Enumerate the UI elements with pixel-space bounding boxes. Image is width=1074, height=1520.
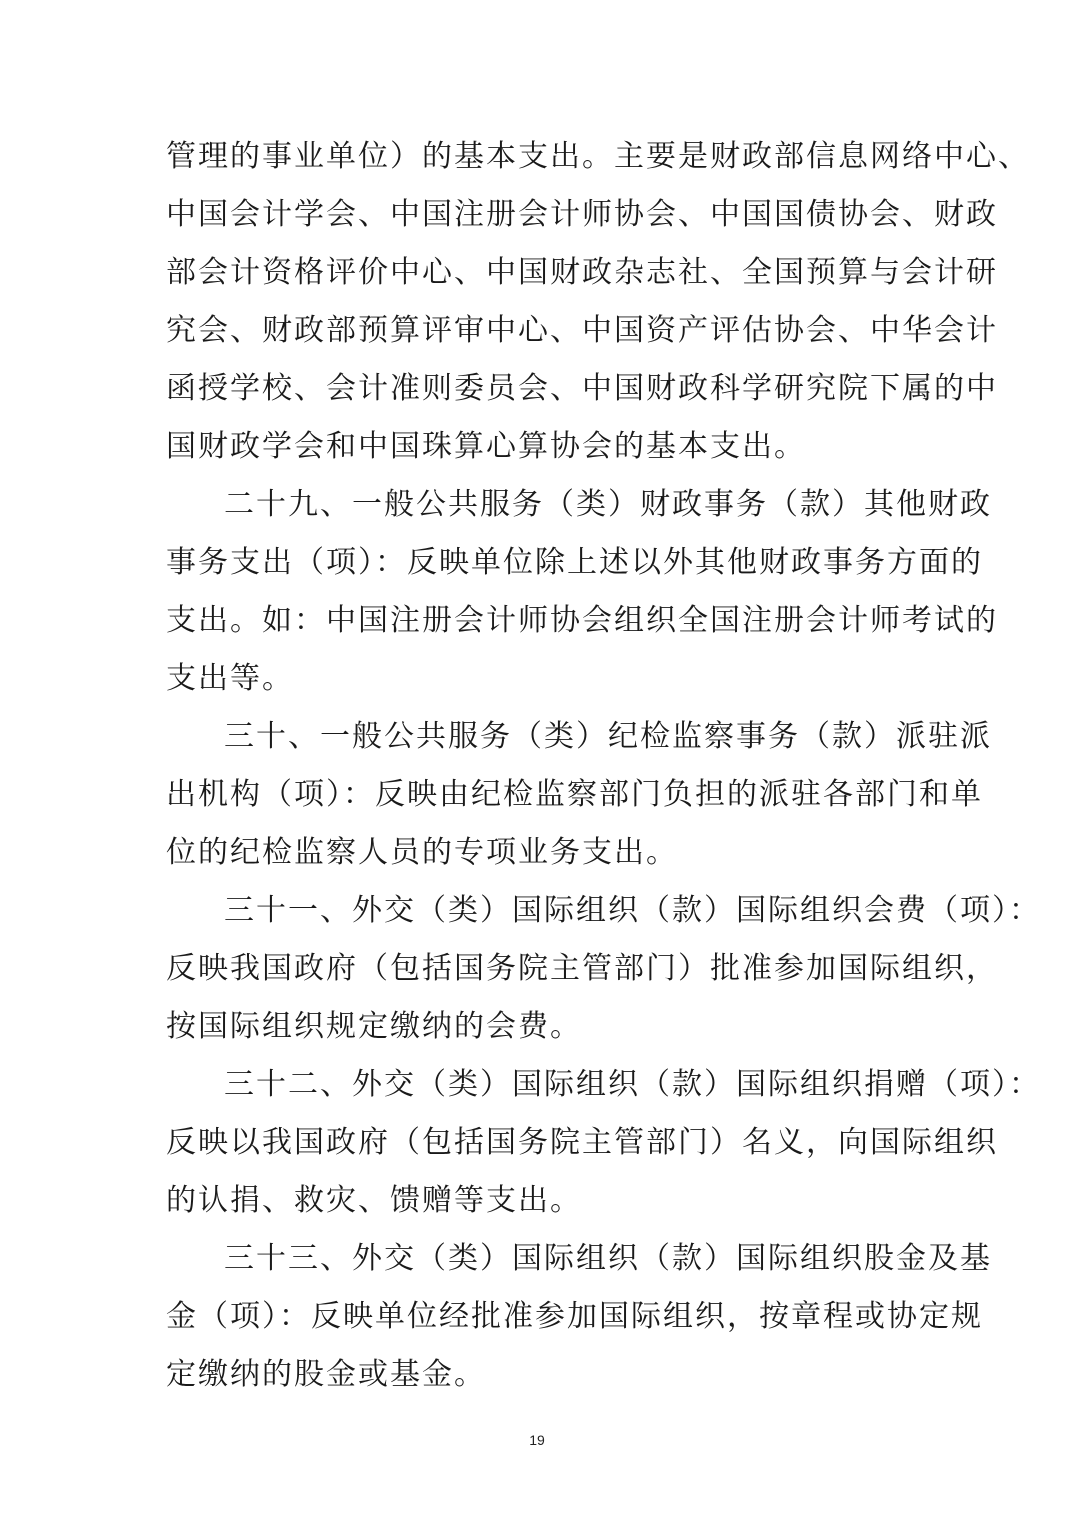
page-number: 19 [529,1432,545,1448]
text-line: 事务支出（项）：反映单位除上述以外其他财政事务方面的 [166,545,983,580]
text-line: 支出。如：中国注册会计师协会组织全国注册会计师考试的 [166,603,998,638]
text-line: 三十、一般公共服务（类）纪检监察事务（款）派驻派 [224,719,992,754]
body-text [166,128,1041,1404]
text-line: 定缴纳的股金或基金。 [166,1357,486,1392]
text-line: 按国际组织规定缴纳的会费。 [166,1009,582,1044]
text-line: 反映以我国政府（包括国务院主管部门）名义，向国际组织 [166,1125,998,1160]
text-line: 支出等。 [166,661,294,696]
paragraph-31 [166,882,1041,1056]
text-line: 的认捐、救灾、馈赠等支出。 [166,1183,582,1218]
paragraph-33 [166,1230,992,1404]
text-line: 反映我国政府（包括国务院主管部门）批准参加国际组织， [166,951,998,986]
text-line: 函授学校、会计准则委员会、中国财政科学研究院下属的中 [166,371,998,406]
text-line: 二十九、一般公共服务（类）财政事务（款）其他财政 [224,487,992,522]
text-line: 三十一、外交（类）国际组织（款）国际组织会费（项）： [224,893,1041,928]
text-line: 位的纪检监察人员的专项业务支出。 [166,835,678,870]
text-line: 金（项）：反映单位经批准参加国际组织，按章程或协定规 [166,1299,983,1334]
text-line: 三十三、外交（类）国际组织（款）国际组织股金及基 [224,1241,992,1276]
text-line: 中国会计学会、中国注册会计师协会、中国国债协会、财政 [166,197,998,232]
text-line: 出机构（项）：反映由纪检监察部门负担的派驻各部门和单 [166,777,983,812]
paragraph-32 [166,1056,1041,1230]
text-line: 管理的事业单位）的基本支出。主要是财政部信息网络中心、 [166,139,1030,174]
text-line: 国财政学会和中国珠算心算协会的基本支出。 [166,429,806,464]
paragraph-28-continued [166,128,1030,476]
paragraph-29 [166,476,998,708]
text-line: 三十二、外交（类）国际组织（款）国际组织捐赠（项）： [224,1067,1041,1102]
text-line: 究会、财政部预算评审中心、中国资产评估协会、中华会计 [166,313,998,348]
paragraph-30 [166,708,992,882]
text-line: 部会计资格评价中心、中国财政杂志社、全国预算与会计研 [166,255,998,290]
